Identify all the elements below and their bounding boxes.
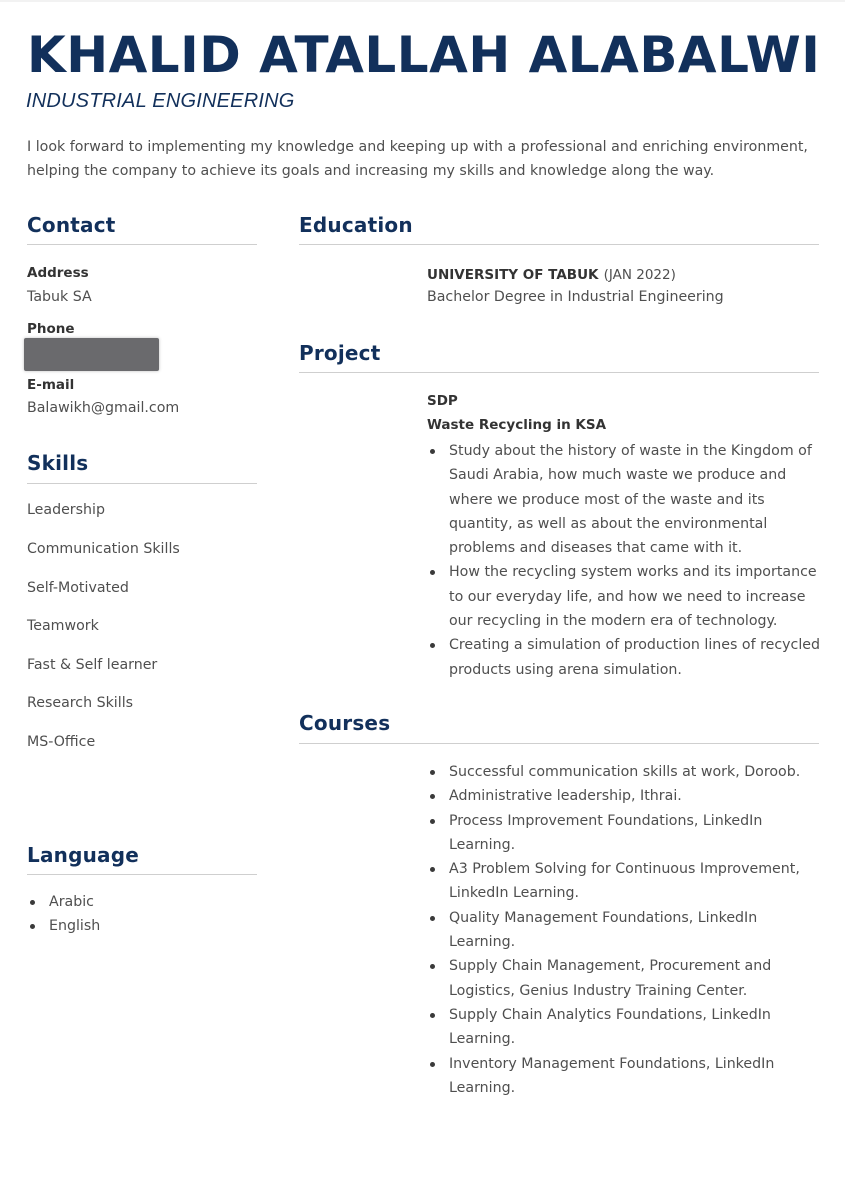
- skill-item: Communication Skills: [27, 541, 180, 557]
- project-divider: [299, 372, 819, 373]
- project-bullet: Creating a simulation of production lines of recycled products using arena simulation.: [427, 633, 822, 682]
- education-divider: [299, 244, 819, 245]
- education-degree: Bachelor Degree in Industrial Engineering: [427, 289, 724, 305]
- course-item: Inventory Management Foundations, LinkedIn Learning.: [427, 1052, 822, 1101]
- courses-heading: Courses: [299, 711, 391, 735]
- skill-item: Research Skills: [27, 695, 134, 711]
- education-school: UNIVERSITY OF TABUK: [427, 267, 599, 283]
- project-code: SDP: [427, 393, 458, 409]
- course-item: Supply Chain Analytics Foundations, LinkedIn Learning.: [427, 1003, 822, 1052]
- course-item: A3 Problem Solving for Continuous Improvement, LinkedIn Learning.: [427, 857, 822, 906]
- project-bullets: [427, 439, 822, 682]
- language-item: English: [27, 914, 257, 938]
- page-top-border: [0, 0, 845, 2]
- course-item: Administrative leadership, Ithrai.: [427, 784, 822, 808]
- course-item: Process Improvement Foundations, LinkedIn Learning.: [427, 809, 822, 858]
- candidate-name: KHALID ATALLAH ALABALWI: [27, 26, 821, 84]
- contact-divider: [27, 244, 257, 245]
- skills-divider: [27, 483, 257, 484]
- email-value: Balawikh@gmail.com: [27, 400, 180, 416]
- phone-label: Phone: [27, 321, 75, 337]
- address-label: Address: [27, 265, 89, 281]
- education-heading: Education: [299, 213, 413, 237]
- job-title: INDUSTRIAL ENGINEERING: [26, 90, 295, 112]
- skill-item: Teamwork: [27, 618, 99, 634]
- course-item: Quality Management Foundations, LinkedIn Learning.: [427, 906, 822, 955]
- courses-divider: [299, 743, 819, 744]
- language-divider: [27, 874, 257, 875]
- education-entry: [427, 264, 676, 283]
- profile-summary: I look forward to implementing my knowledge and keeping up with a professional and enriching environment, helping the company to achieve its goals and increasing my skills and knowledge along the way.: [27, 139, 808, 179]
- email-label: E-mail: [27, 377, 75, 393]
- project-name: Waste Recycling in KSA: [427, 417, 607, 433]
- language-item: Arabic: [27, 890, 257, 914]
- skill-item: MS-Office: [27, 734, 96, 750]
- project-bullet: How the recycling system works and its importance to our everyday life, and how we need to increase our recycling in the modern era of technology.: [427, 560, 822, 633]
- courses-list: [427, 760, 822, 1100]
- skill-item: Self-Motivated: [27, 580, 129, 596]
- course-item: Successful communication skills at work, Doroob.: [427, 760, 822, 784]
- project-heading: Project: [299, 341, 381, 365]
- course-item: Supply Chain Management, Procurement and Logistics, Genius Industry Training Center.: [427, 954, 822, 1003]
- education-date: (JAN 2022): [603, 267, 676, 283]
- skill-item: Fast & Self learner: [27, 657, 158, 673]
- project-bullet: Study about the history of waste in the Kingdom of Saudi Arabia, how much waste we produce and where we produce most of the waste and its quantity, as well as about the environmental problems and diseases that came with it.: [427, 439, 822, 560]
- contact-heading: Contact: [27, 213, 116, 237]
- skills-heading: Skills: [27, 451, 89, 475]
- address-value: Tabuk SA: [27, 289, 92, 305]
- language-list: [27, 890, 257, 939]
- skill-item: Leadership: [27, 502, 105, 518]
- phone-redacted-block: [24, 338, 159, 371]
- language-heading: Language: [27, 843, 140, 867]
